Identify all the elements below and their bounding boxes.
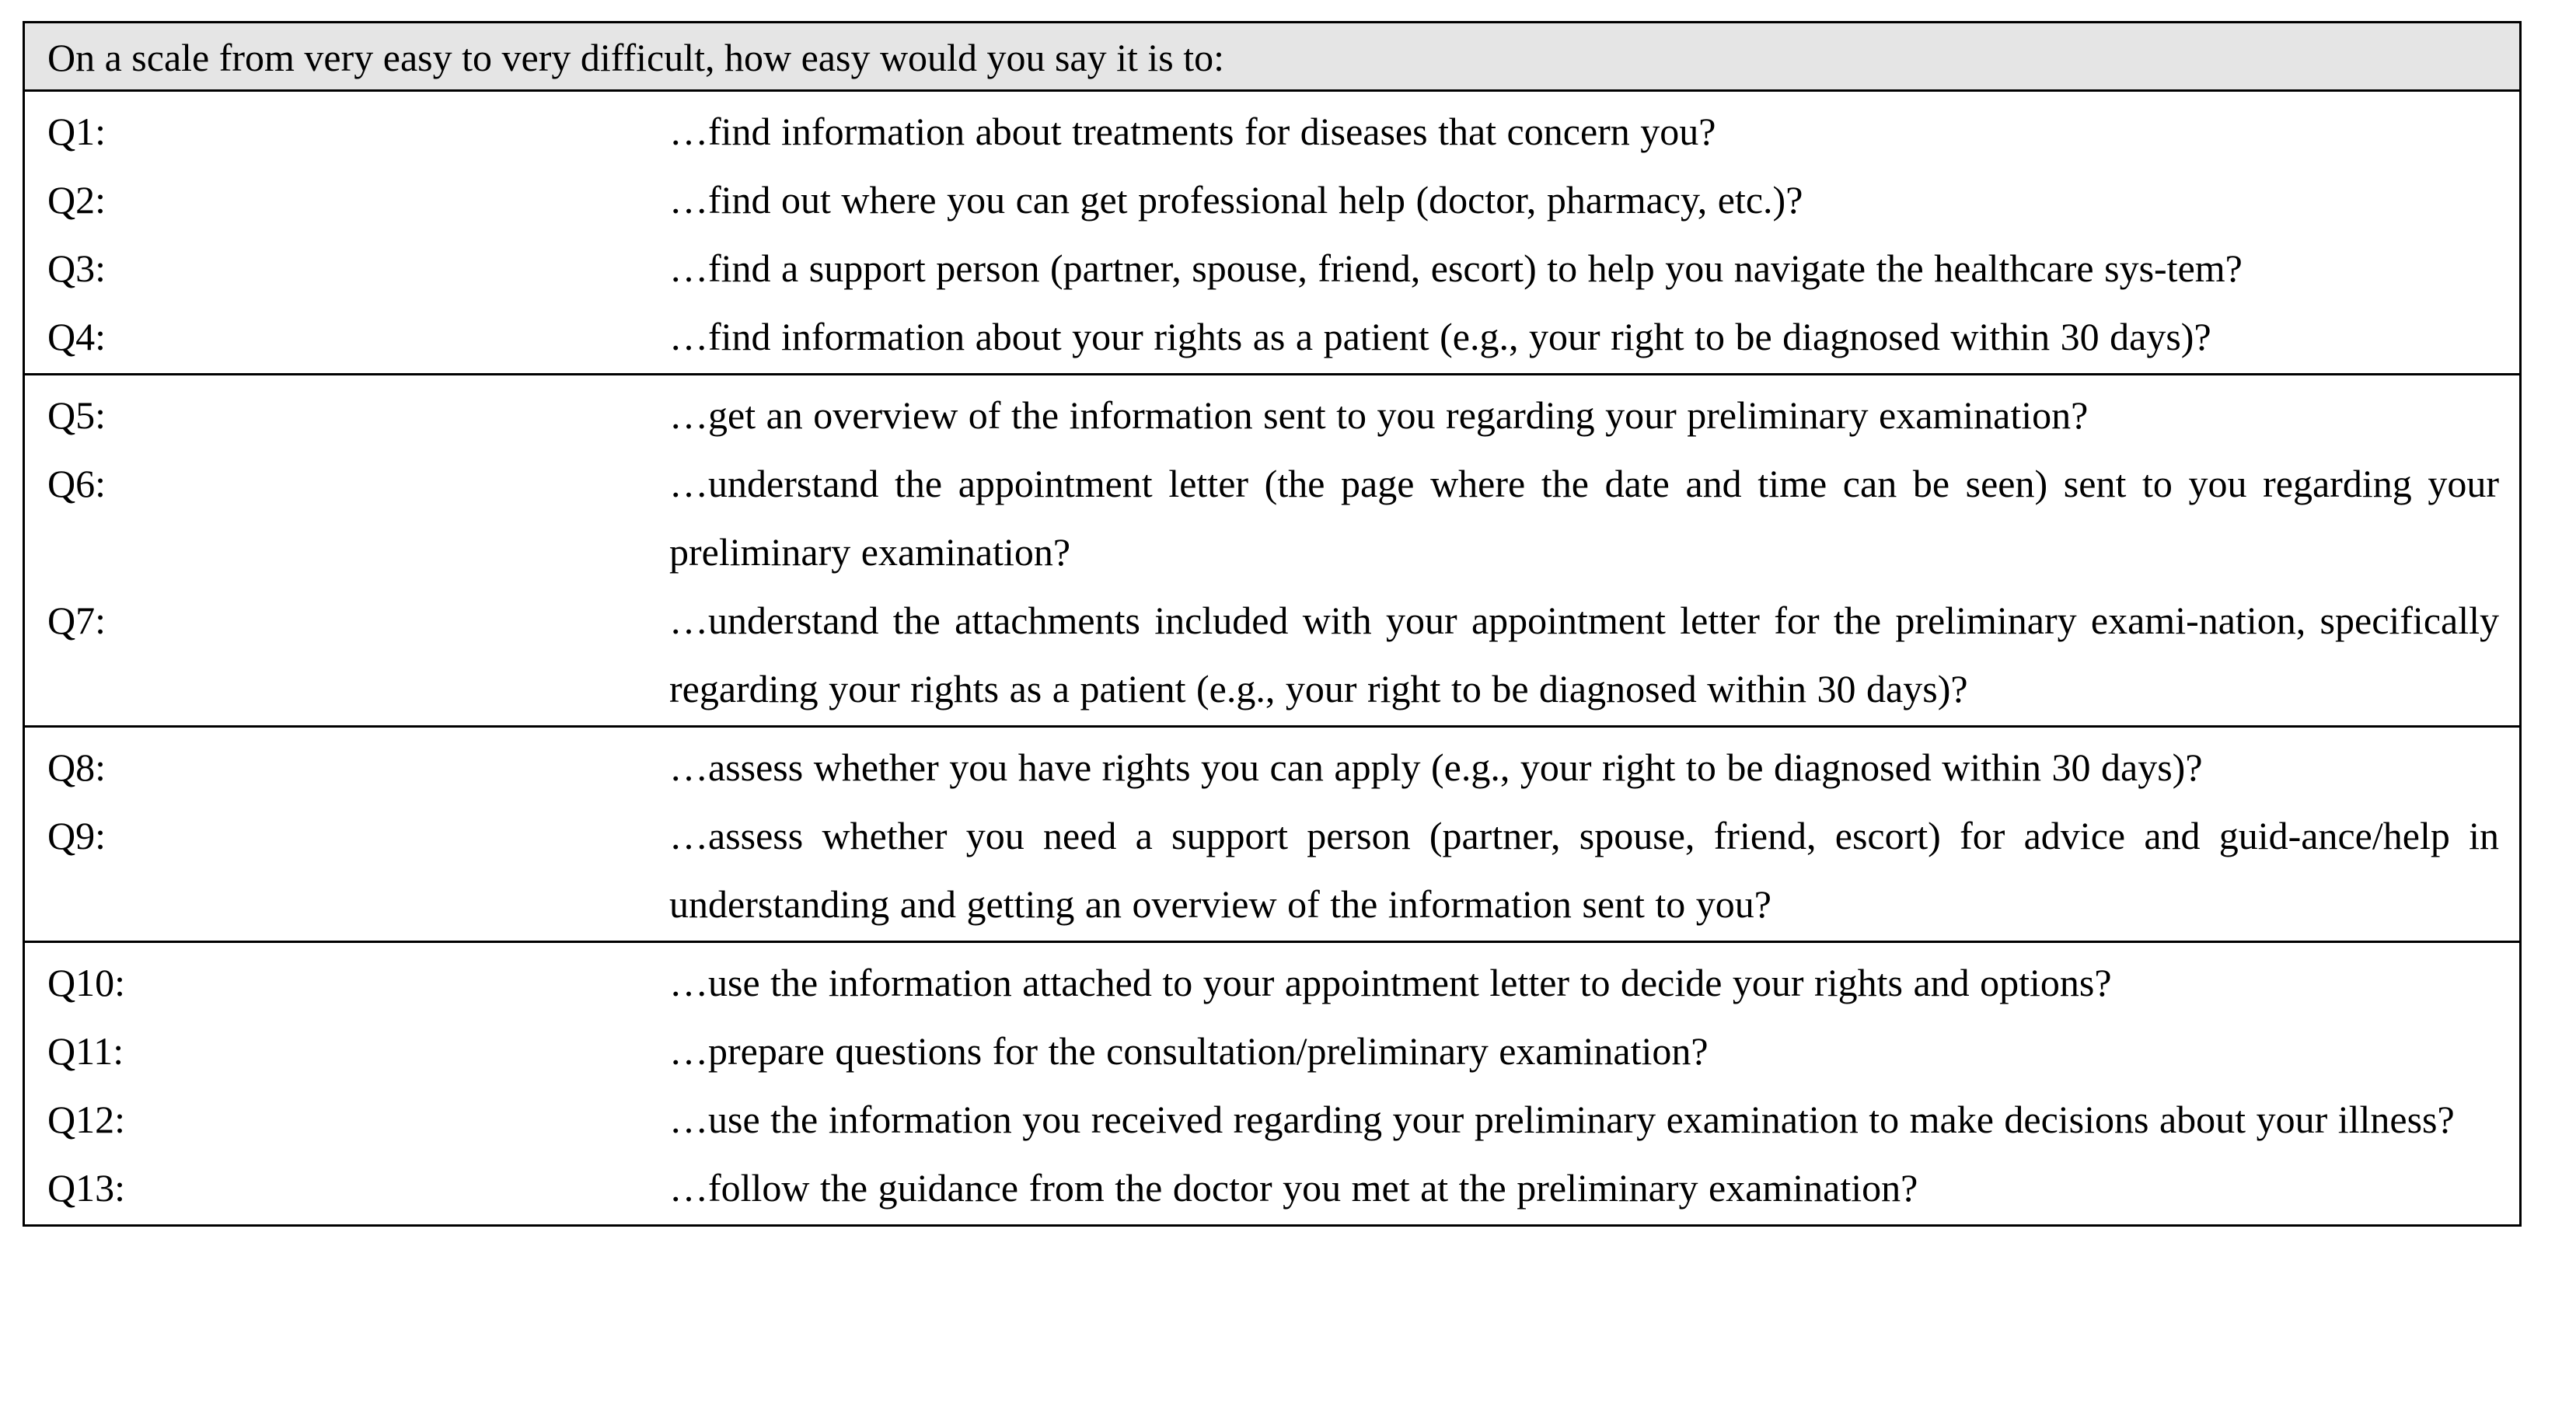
question-id: Q3: (47, 246, 106, 290)
question-id: Q4: (47, 315, 106, 358)
table-row (25, 97, 2519, 166)
question-text: …find information about treatments for diseases that concern you? (669, 110, 1716, 153)
question-text: …find information about your rights as a patient (e.g., your right to be diagnosed within 30 days)? (669, 315, 2211, 358)
question-group-apply (25, 943, 2519, 1224)
question-text: …find out where you can get professional help (doctor, pharmacy, etc.)? (669, 178, 1803, 222)
table-row (25, 1017, 2519, 1085)
question-id: Q1: (47, 110, 106, 153)
question-text: …find a support person (partner, spouse, friend, escort) to help you navigate the healthcare sys-tem? (669, 246, 2243, 290)
question-text: …assess whether you have rights you can apply (e.g., your right to be diagnosed within 30 days)? (669, 745, 2203, 789)
question-id: Q10: (47, 961, 125, 1004)
table-row (25, 166, 2519, 234)
question-group-appraise (25, 728, 2519, 943)
question-id: Q9: (47, 814, 106, 857)
question-id: Q7: (47, 599, 106, 642)
table-header: On a scale from very easy to very difficult, how easy would you say it is to: (25, 23, 2519, 92)
question-id: Q5: (47, 393, 106, 437)
table-row (25, 733, 2519, 801)
question-id: Q12: (47, 1098, 125, 1141)
question-group-access (25, 92, 2519, 375)
question-id: Q6: (47, 462, 106, 505)
question-text: …understand the appointment letter (the page where the date and time can be seen) sent to you regarding your preliminary examination? (669, 462, 2499, 574)
question-text: …get an overview of the information sent to you regarding your preliminary examination? (669, 393, 2089, 437)
table-row (25, 948, 2519, 1017)
table-row (25, 449, 2519, 586)
question-text: …follow the guidance from the doctor you met at the preliminary examination? (669, 1166, 1918, 1210)
table-row (25, 586, 2519, 723)
question-id: Q2: (47, 178, 106, 222)
table-row (25, 234, 2519, 302)
question-text: …prepare questions for the consultation/preliminary examination? (669, 1029, 1709, 1073)
table-row (25, 801, 2519, 938)
question-group-understand (25, 375, 2519, 728)
question-text: …use the information you received regarding your preliminary examination to make decisions about your illness? (669, 1098, 2455, 1141)
question-id: Q13: (47, 1166, 125, 1210)
table-row (25, 302, 2519, 371)
table-row (25, 381, 2519, 449)
question-text: …assess whether you need a support person (partner, spouse, friend, escort) for advice and guid-ance/help in understanding and getting an overview of the information sent to you? (669, 814, 2499, 926)
question-text: …understand the attachments included with your appointment letter for the preliminary exami-nation, specifically regarding your rights as a patient (e.g., your right to be diagnosed within 30 days)? (669, 599, 2499, 710)
table-row (25, 1154, 2519, 1222)
question-text: …use the information attached to your appointment letter to decide your rights and options? (669, 961, 2112, 1004)
question-id: Q11: (47, 1029, 124, 1073)
table-row (25, 1085, 2519, 1154)
questionnaire-table (23, 21, 2522, 1227)
question-id: Q8: (47, 745, 106, 789)
